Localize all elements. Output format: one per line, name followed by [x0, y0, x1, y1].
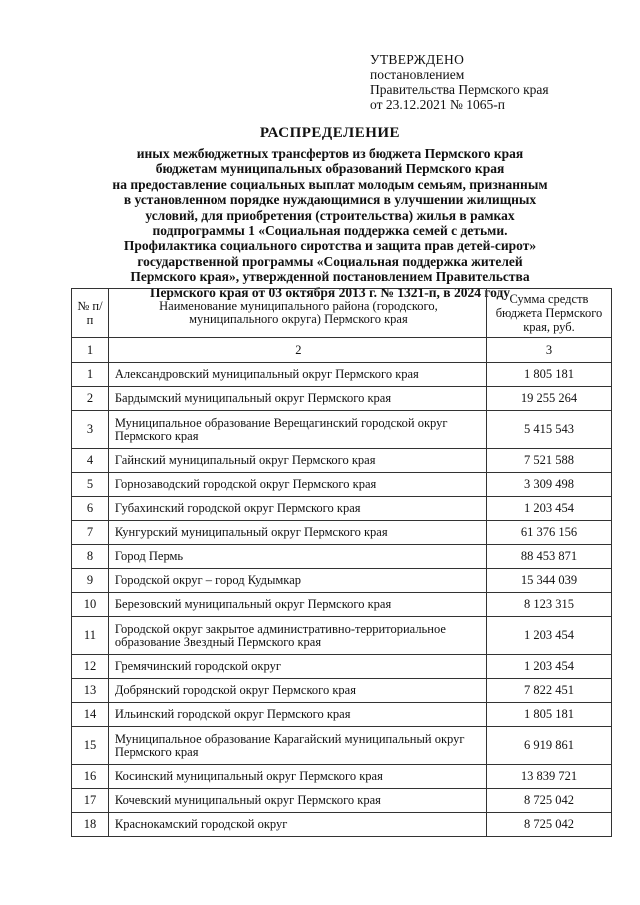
amount-value: 61 376 156 — [486, 521, 611, 545]
table-row — [72, 545, 612, 569]
row-number: 8 — [72, 545, 109, 569]
table-row — [72, 765, 612, 789]
municipality-name: Косинский муниципальный округ Пермского края — [108, 765, 486, 789]
row-number: 15 — [72, 727, 109, 765]
table-row — [72, 387, 612, 411]
row-number: 3 — [72, 411, 109, 449]
document-title — [80, 125, 580, 300]
amount-value: 1 203 454 — [486, 617, 611, 655]
table-row — [72, 411, 612, 449]
municipality-name: Кунгурский муниципальный округ Пермского края — [108, 521, 486, 545]
municipality-name: Городской округ – город Кудымкар — [108, 569, 486, 593]
title-line: Профилактика социального сиротства и защита прав детей-сирот» — [123, 238, 537, 254]
distribution-table — [71, 288, 612, 837]
table-header-row — [72, 289, 612, 338]
amount-value: 1 203 454 — [486, 655, 611, 679]
table-row — [72, 569, 612, 593]
title-subtitle — [80, 146, 580, 300]
approval-line-3: от 23.12.2021 № 1065-п — [370, 97, 505, 112]
table-row — [72, 593, 612, 617]
row-number: 14 — [72, 703, 109, 727]
column-number-row — [72, 338, 612, 363]
municipality-name: Бардымский муниципальный округ Пермского края — [108, 387, 486, 411]
approval-stamp — [370, 52, 549, 112]
row-number: 4 — [72, 449, 109, 473]
row-number: 11 — [72, 617, 109, 655]
row-number: 5 — [72, 473, 109, 497]
row-number: 18 — [72, 813, 109, 837]
amount-value: 7 521 588 — [486, 449, 611, 473]
amount-value: 8 123 315 — [486, 593, 611, 617]
row-number: 2 — [72, 387, 109, 411]
table-row — [72, 727, 612, 765]
municipality-name: Гайнский муниципальный округ Пермского края — [108, 449, 486, 473]
header-municipality: Наименование муниципального района (городского, муниципального округа) Пермского края — [108, 289, 486, 338]
row-number: 9 — [72, 569, 109, 593]
title-line: в установленном порядке нуждающимися в улучшении жилищных — [123, 192, 537, 208]
amount-value: 13 839 721 — [486, 765, 611, 789]
title-line: иных межбюджетных трансфертов из бюджета Пермского края — [136, 146, 524, 161]
title-line: государственной программы «Социальная поддержка жителей — [137, 253, 523, 269]
approval-line-2: Правительства Пермского края — [370, 82, 549, 97]
amount-value: 5 415 543 — [486, 411, 611, 449]
municipality-name: Березовский муниципальный округ Пермского края — [108, 593, 486, 617]
amount-value: 7 822 451 — [486, 679, 611, 703]
table-row — [72, 655, 612, 679]
amount-value: 1 805 181 — [486, 703, 611, 727]
table-row — [72, 473, 612, 497]
table-row — [72, 813, 612, 837]
municipality-name: Добрянский городской округ Пермского края — [108, 679, 486, 703]
municipality-name: Губахинский городской округ Пермского края — [108, 497, 486, 521]
municipality-name: Краснокамский городской округ — [108, 813, 486, 837]
row-number: 16 — [72, 765, 109, 789]
table-row — [72, 521, 612, 545]
amount-value: 19 255 264 — [486, 387, 611, 411]
municipality-name: Муниципальное образование Карагайский муниципальный округ Пермского края — [108, 727, 486, 765]
row-number: 1 — [72, 363, 109, 387]
amount-value: 1 203 454 — [486, 497, 611, 521]
row-number: 12 — [72, 655, 109, 679]
amount-value: 1 805 181 — [486, 363, 611, 387]
municipality-name: Гремячинский городской округ — [108, 655, 486, 679]
column-number: 2 — [108, 338, 486, 363]
approval-head: УТВЕРЖДЕНО — [370, 52, 465, 67]
title-line: условий, для приобретения (строительства) жилья в рамках — [145, 207, 515, 223]
municipality-name: Александровский муниципальный округ Пермского края — [108, 363, 486, 387]
title-line: подпрограммы 1 «Социальная поддержка семей с детьми. — [152, 223, 508, 239]
row-number: 6 — [72, 497, 109, 521]
table-row — [72, 617, 612, 655]
title-line: на предоставление социальных выплат молодым семьям, признанным — [112, 176, 548, 192]
amount-value: 6 919 861 — [486, 727, 611, 765]
amount-value: 15 344 039 — [486, 569, 611, 593]
municipality-name: Кочевский муниципальный округ Пермского края — [108, 789, 486, 813]
table-row — [72, 703, 612, 727]
title-line: Пермского края от 03 октября 2013 г. № 1321-п, в 2024 году — [149, 284, 511, 300]
municipality-name: Горнозаводский городской округ Пермского края — [108, 473, 486, 497]
amount-value: 88 453 871 — [486, 545, 611, 569]
row-number: 7 — [72, 521, 109, 545]
amount-value: 3 309 498 — [486, 473, 611, 497]
row-number: 13 — [72, 679, 109, 703]
municipality-name: Городской округ закрытое административно-территориальное образование Звездный Пермского края — [108, 617, 486, 655]
amount-value: 8 725 042 — [486, 789, 611, 813]
column-number: 3 — [486, 338, 611, 363]
approval-line-1: постановлением — [370, 67, 465, 82]
amount-value: 8 725 042 — [486, 813, 611, 837]
municipality-name: Ильинский городской округ Пермского края — [108, 703, 486, 727]
header-amount: Сумма средств бюджета Пермского края, руб. — [486, 289, 611, 338]
table-row — [72, 363, 612, 387]
title-line: Пермского края», утвержденной постановлением Правительства — [130, 269, 530, 285]
table-row — [72, 449, 612, 473]
header-number: № п/п — [72, 289, 109, 338]
row-number: 10 — [72, 593, 109, 617]
row-number: 17 — [72, 789, 109, 813]
table-row — [72, 679, 612, 703]
municipality-name: Город Пермь — [108, 545, 486, 569]
table-row — [72, 497, 612, 521]
title-line: бюджетам муниципальных образований Пермского края — [155, 161, 505, 177]
municipality-name: Муниципальное образование Верещагинский городской округ Пермского края — [108, 411, 486, 449]
title-main: РАСПРЕДЕЛЕНИЕ — [259, 125, 401, 141]
table-row — [72, 789, 612, 813]
column-number: 1 — [72, 338, 109, 363]
